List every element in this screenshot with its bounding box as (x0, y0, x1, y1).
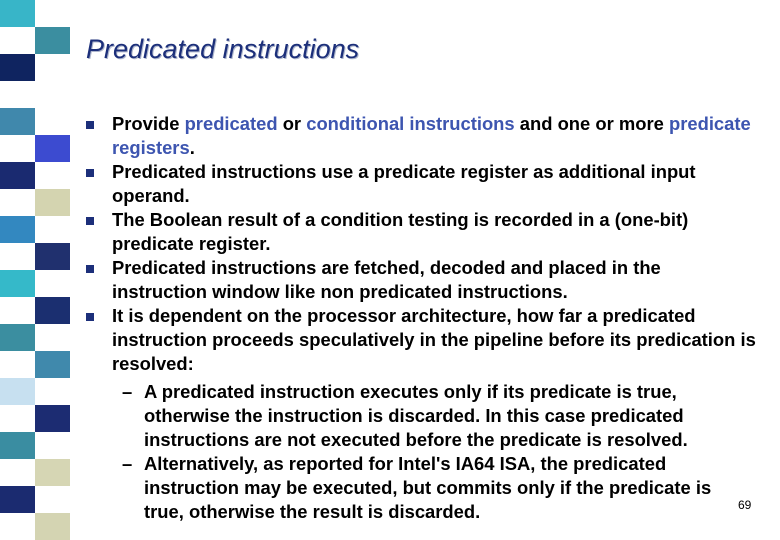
decorative-color-block (0, 216, 35, 243)
sub-bullet-text: A predicated instruction executes only if its predicate is true, otherwise the instruction is discarded. In this case predicated instructions are not executed before the predicate is resolved. (144, 381, 688, 450)
bullet-text: Predicated instructions are fetched, decoded and placed in the instruction window like non predicated instructions. (112, 257, 661, 302)
bullet-item (86, 160, 756, 208)
sub-bullet-item (112, 380, 756, 452)
square-bullet-icon (86, 313, 94, 321)
highlight-conditional-instructions: conditional instructions (306, 113, 515, 134)
bullet-text-part: and one or more (514, 113, 669, 134)
decorative-color-block (0, 54, 35, 81)
bullet-text (112, 113, 751, 158)
bullet-text: Predicated instructions use a predicate register as additional input operand. (112, 161, 696, 206)
decorative-color-block (0, 324, 35, 351)
square-bullet-icon (86, 169, 94, 177)
decorative-color-block (0, 108, 35, 135)
decorative-color-block (35, 81, 70, 108)
decorative-color-block (35, 27, 70, 54)
decorative-color-block (35, 189, 70, 216)
bullet-text-part: . (189, 137, 195, 158)
bullet-text-part: Provide (112, 113, 185, 134)
dash-marker: – (122, 381, 133, 402)
decorative-color-block (35, 351, 70, 378)
page-number: 69 (738, 498, 752, 512)
decorative-color-block (0, 162, 35, 189)
sub-bullet-item (112, 452, 756, 524)
square-bullet-icon (86, 265, 94, 273)
bullet-item (86, 304, 756, 524)
bullet-list (86, 112, 756, 524)
decorative-color-block (0, 270, 35, 297)
decorative-left-bar (0, 0, 70, 540)
decorative-color-block (35, 513, 70, 540)
highlight-predicate-registers: predicate registers (112, 113, 751, 158)
sub-bullet-text: Alternatively, as reported for Intel's IA64 ISA, the predicated instruction may be executed, but commits only if the predicate is true, otherwise the result is discarded. (144, 453, 712, 522)
square-bullet-icon (86, 121, 94, 129)
slide-title: Predicated instructions (86, 34, 360, 64)
decorative-color-block (0, 486, 35, 513)
bullet-item (86, 256, 756, 304)
decorative-color-block (35, 135, 70, 162)
decorative-color-block (35, 297, 70, 324)
bullet-text-part: or (277, 113, 307, 134)
decorative-color-block (35, 459, 70, 486)
decorative-color-block (35, 405, 70, 432)
bullet-text: The Boolean result of a condition testing is recorded in a (one-bit) predicate register. (112, 209, 689, 254)
decorative-color-block (0, 432, 35, 459)
decorative-color-block (0, 0, 35, 27)
bullet-text: It is dependent on the processor architecture, how far a predicated instruction proceeds speculatively in the pipeline before its predication is resolved: (112, 305, 756, 374)
decorative-color-block (35, 243, 70, 270)
highlight-predicated: predicated (184, 113, 278, 134)
decorative-color-block (0, 378, 35, 405)
bullet-item (86, 208, 756, 256)
bullet-item (86, 112, 756, 160)
dash-marker: – (122, 453, 133, 474)
sub-bullet-list (112, 380, 756, 524)
square-bullet-icon (86, 217, 94, 225)
